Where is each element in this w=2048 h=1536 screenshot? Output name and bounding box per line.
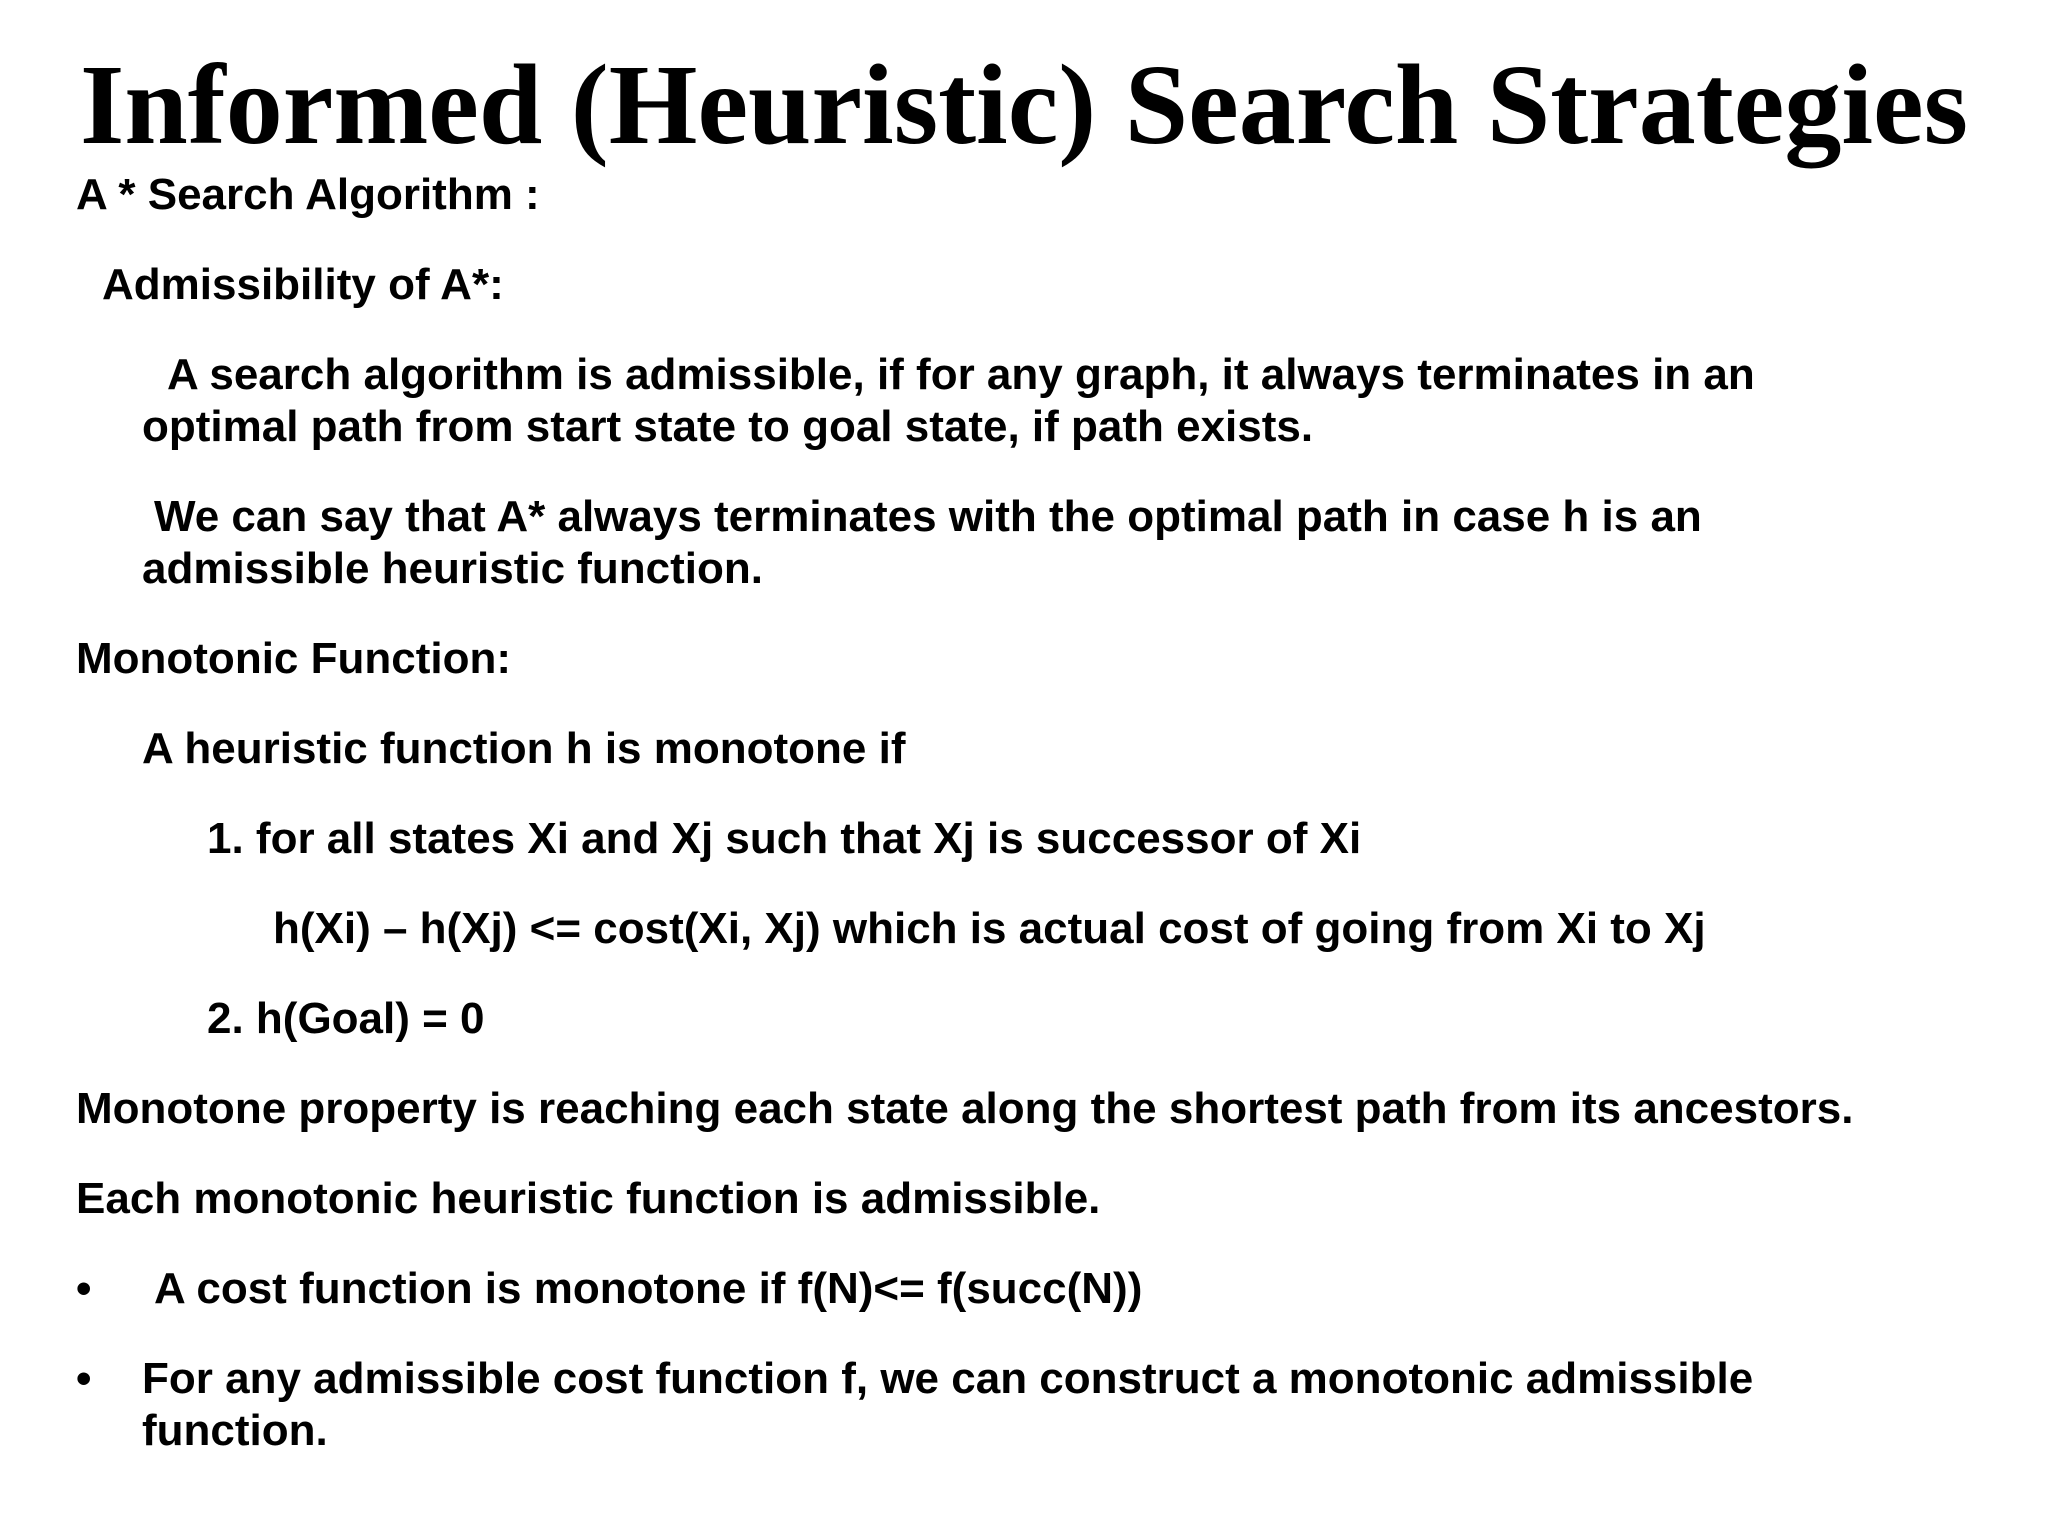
admissibility-heading: Admissibility of A*: (102, 260, 504, 309)
monotone-definition: A heuristic function h is monotone if (142, 724, 906, 773)
monotonic-function-heading: Monotonic Function: (76, 634, 511, 683)
optimal-statement-line-1: We can say that A* always terminates with the optimal path in case h is an (154, 492, 1702, 541)
slide-title: Informed (Heuristic) Search Strategies (80, 41, 1968, 168)
bullet-2-line-2: function. (142, 1406, 328, 1455)
bullet-2-line-1: For any admissible cost function f, we can construct a monotonic admissible (142, 1354, 1754, 1403)
condition-1-formula: h(Xi) – h(Xj) <= cost(Xi, Xj) which is actual cost of going from Xi to Xj (273, 904, 1706, 953)
bullet-1-text: A cost function is monotone if f(N)<= f(succ(N)) (154, 1264, 1143, 1313)
admissible-definition-line-1: A search algorithm is admissible, if for any graph, it always terminates in an (167, 350, 1755, 399)
bullet-marker-2: • (76, 1354, 92, 1403)
condition-2: 2. h(Goal) = 0 (207, 994, 485, 1043)
a-star-heading: A * Search Algorithm : (76, 170, 540, 219)
optimal-statement-line-2: admissible heuristic function. (142, 544, 764, 593)
bullet-marker-1: • (76, 1264, 92, 1313)
monotone-property: Monotone property is reaching each state along the shortest path from its ancestors. (76, 1084, 1854, 1133)
admissible-definition-line-2: optimal path from start state to goal state, if path exists. (142, 402, 1314, 451)
condition-1: 1. for all states Xi and Xj such that Xj is successor of Xi (207, 814, 1362, 863)
each-monotonic-admissible: Each monotonic heuristic function is admissible. (76, 1174, 1101, 1223)
